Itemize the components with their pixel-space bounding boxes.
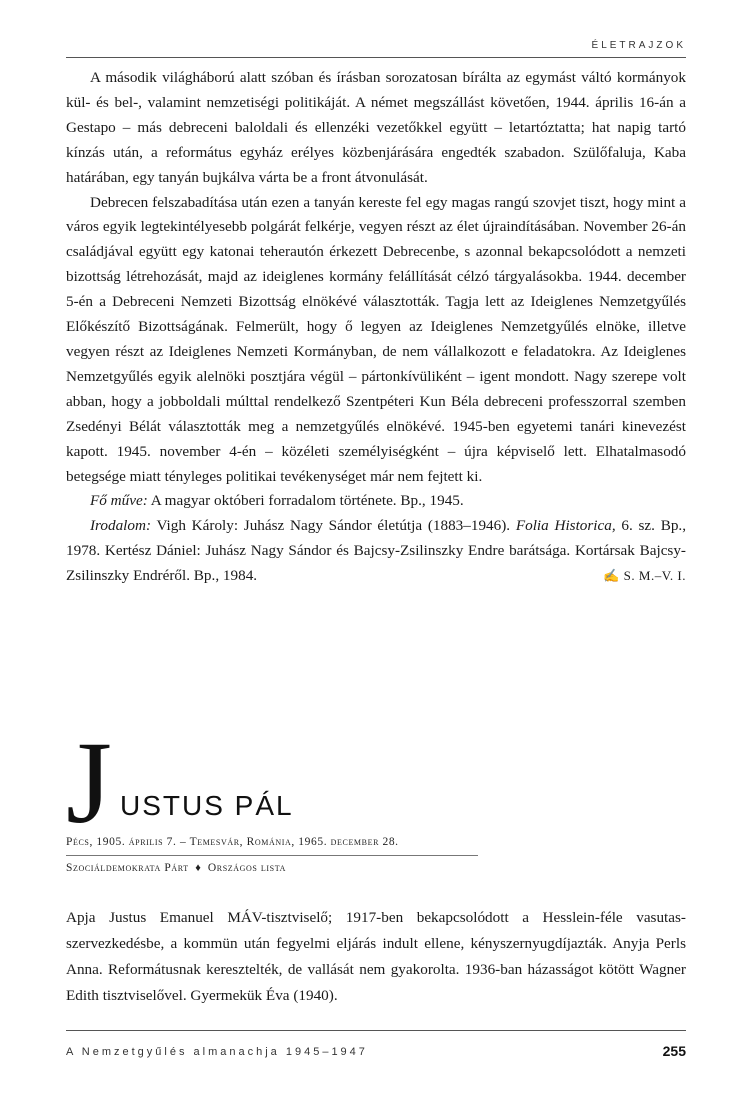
birth-death-line: Pécs, 1905. április 7. – Temesvár, Románia, 1965. december 28. (66, 836, 399, 848)
signature-text: S. M.–V. I. (623, 568, 686, 584)
running-head: ÉLETRAJZOK (591, 40, 686, 51)
paragraph: A második világháború alatt szóban és írásban sorozatosan bírálta az egymást váltó kormányok kül- és bel-, valamint nemzetiségi politikáját. A német megszállást követően, 1944. április 16-án a Gestapo – más debreceni baloldali és ellenzéki vezetőkkel együtt – letartóztatta; hat napig tartó kínzás után, a református egyház erélyes közbenjárására engedték szabadon. Szülőfaluja, Kaba határában, egy tanyán bujkálva várta be a front átvonulását. (66, 69, 686, 186)
entry-rule (66, 855, 478, 856)
literature-text-2: 6. sz. Bp., 1978. Kertész Dániel: Juhász Nagy Sándor és Bajcsy-Zsilinszky Endre barátsága. Kortársak Bajcsy-Zsilinszky Endréről. Bp., 1984. (66, 517, 687, 585)
main-work (66, 489, 686, 514)
diamond-icon: ♦ (195, 862, 202, 874)
drop-initial: J (66, 717, 112, 848)
literature-label: Irodalom: (90, 517, 152, 535)
biography-paragraph: Apja Justus Emanuel MÁV-tisztviselő; 1917-ben bekapcsolódott a Hesslein-féle vasutas-szervezkedésbe, a kommün után fegyelmi eljárás indult ellene, kényszernyugdíjazták. Anyja Perls Anna. Reformátusnak keresztelték, de vallását nem gyakorolta. 1936-ban házasságot kötött Wagner Edith tisztviselővel. Gyermekük Éva (1940). (66, 909, 686, 1004)
literature-text-1: Vigh Károly: Juhász Nagy Sándor életútja (1883–1946). (151, 517, 516, 535)
literature-journal: Folia Historica, (515, 517, 616, 535)
pen-hand-icon: ✍ (602, 568, 620, 584)
body-text (66, 66, 686, 589)
footer-rule (66, 1030, 686, 1031)
footer-title: A Nemzetgyűlés almanachja 1945–1947 (66, 1046, 368, 1058)
party-line (66, 862, 286, 874)
author-signature (579, 564, 686, 589)
entry-name: USTUS PÁL (120, 790, 294, 821)
party-name: Szociáldemokrata Párt (66, 862, 189, 874)
paragraph: Debrecen felszabadítása után ezen a tanyán kereste fel egy magas rangú szovjet tiszt, hogy mint a város egyik legtekintélyesebb polgárát felkérje, vegyen részt az élet újraindításában. November 26-án családjával együtt egy katonai teherautón érkezett Debrecenbe, s azonnal bekapcsolódott a nemzeti bizottság létrehozását, majd az ideiglenes kormány felállítását célzó tárgyalásokba. 1944. december 5-én a Debreceni Nemzeti Bizottság elnökévé választották. Tagja lett az Ideiglenes Nemzetgyűlés Előkészítő Bizottságának. Felmerült, hogy ő legyen az Ideiglenes Nemzetgyűlés elnöke, illetve vegyen részt az Ideiglenes Nemzeti Kormányban, de nem vállalkozott e feladatokra. Az Ideiglenes Nemzetgyűlés egyik alelnöki posztjára végül – pártonkívüliként – igent mondott. Nagy szerepe volt abban, hogy a jobboldali múlttal rendelkező Szentpéteri Kun Béla debreceni professzorral szemben Zsedényi Bélát választották meg a nemzetgyűlés elnökévé. 1945-ben egyetemi tanári kinevezést kapott. 1945. november 4-én – közéleti személyiségként – újra képviselő lett. Elhatalmasodó betegsége miatt tényleges politikai tevékenységet már nem fejtett ki. (66, 193, 686, 485)
page-number: 255 (662, 1043, 686, 1059)
list-name: Országos lista (207, 862, 286, 874)
literature (66, 514, 686, 589)
main-work-text: A magyar októberi forradalom története. Bp., 1945. (147, 492, 464, 510)
header-rule (66, 57, 686, 58)
biography (66, 905, 686, 1009)
main-work-label: Fő műve: (90, 492, 148, 510)
